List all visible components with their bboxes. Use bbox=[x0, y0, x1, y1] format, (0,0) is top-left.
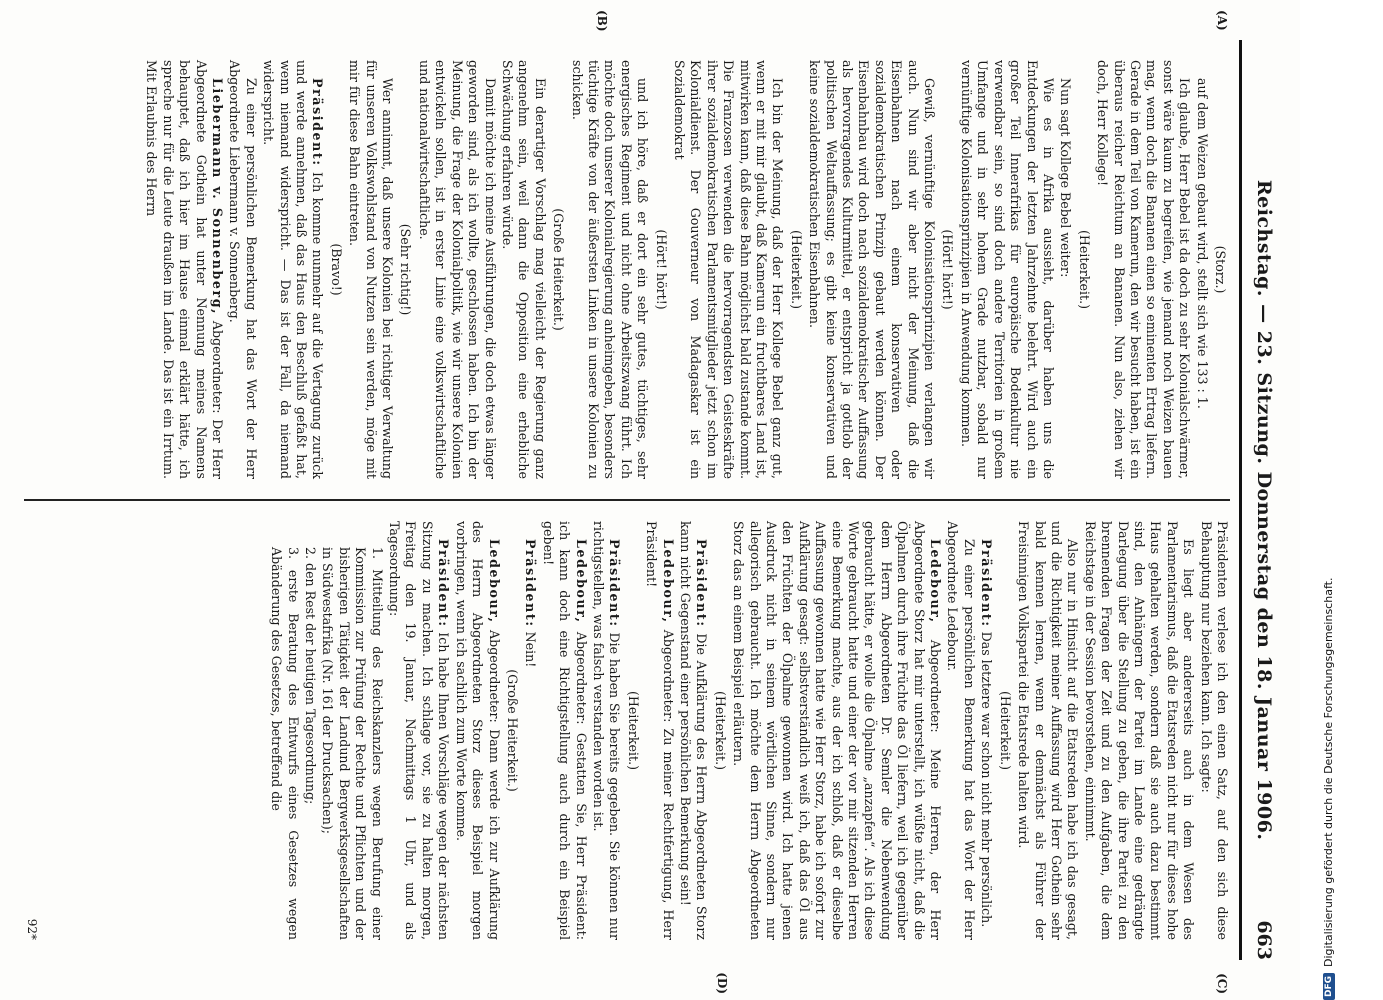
speaker-name: Ledebour, bbox=[928, 539, 944, 624]
paragraph: Präsidenten verlese ich den einen Satz, auf den sich diese Behauptung nur beziehen kann. Ich sagte: bbox=[1198, 521, 1230, 940]
right-column bbox=[24, 501, 1230, 994]
paragraph: Also nur in Hinsicht auf die Etatsreden habe ich das gesagt, und die Richtigkeit meiner Auffassung wird Herr Gothein sehr bald kennen lernen, wenn er demnächst als Führer der Freisinnigen Volkspartei die Etatsrede halten wird. bbox=[1016, 521, 1081, 940]
paragraph: Ledebour, Abgeordneter: Dann werde ich zur Aufklärung des Herrn Abgeordneten Storz dieses Beispiel morgen vorbringen, wenn ich sachlich zum Worte komme. bbox=[453, 521, 502, 940]
stage-direction: (Heiterkeit.) bbox=[1076, 230, 1092, 309]
speaker-name: Ledebour, bbox=[660, 539, 676, 624]
stage-direction: (Hört! hört!) bbox=[940, 229, 956, 310]
funding-credit bbox=[1322, 577, 1335, 1000]
speaker-name: Präsident: bbox=[607, 539, 623, 628]
credit-sidebar bbox=[1300, 0, 1383, 1000]
speaker-name: Liebermann v. Sonnenberg, bbox=[210, 78, 226, 316]
speaker-name: Ledebour, bbox=[486, 539, 502, 624]
margin-marker-b: (B) bbox=[595, 10, 609, 32]
paragraph: Wer annimmt, daß unsere Kolonien bei richtiger Verwaltung für unseren Volkswohlstand von Nutzen sein werden, möge mit mir für diese Bahn eintreten. bbox=[347, 60, 396, 479]
paragraph: Ledebour, Abgeordneter: Meine Herren, der Herr Abgeordnete Storz hat mir unterstellt, ich wüßte nicht, daß die Ölpalmen durch ihre Früchte das Öl liefern, weil ich gegenüber dem Herrn Abgeordneten Dr. Semler die Nebenwendung gebraucht hätte, er wolle die Ölpalme „anzapfen“. Als ich diese Worte gebraucht hatte und einer der vor mir sitzenden Herren eine Bemerkung machte, aus der ich schloß, daß er dieselbe Auffassung gewonnen hatte wie Herr Storz, habe ich sofort zur Aufklärung gesagt: selbstverständlich weiß ich, daß das Öl aus den Früchten der Ölpalme gewonnen wird. Ich hatte jenen Ausdruck nicht in seinem wörtlichen Sinne, sondern nur allegorisch gebraucht. Ich möchte dem Herrn Abgeordneten Storz das an einem Beispiel erläutern. bbox=[731, 521, 944, 940]
speaker-name: Präsident: bbox=[310, 78, 326, 167]
paragraph: Ich bin der Meinung, daß der Herr Kollege Bebel ganz gut, wenn er mit mir glaubt, daß Kamerun ein fruchtbares Land ist, mitwirken kann, daß diese Bahn möglichst bald zustande kommt. Die Franzosen verwenden die hervorragendsten Geisteskräfte ihrer sozialdemokratischen Parlamentsmitglieder jetzt schon im Kolonialdienst. Der Gouverneur von Madagaskar ist ein Sozialdemokrat bbox=[672, 60, 786, 479]
paragraph: Zu einer persönlichen Bemerkung hat das Wort der Herr Abgeordnete Ledebour. bbox=[945, 521, 977, 940]
paragraph: Präsident: Das letztere war schon nicht mehr persönlich. bbox=[979, 539, 995, 928]
margin-marker-a: (A) bbox=[1215, 10, 1229, 31]
speaker-name: Präsident: bbox=[436, 539, 452, 628]
stage-direction: (Große Heiterkeit.) bbox=[504, 669, 520, 792]
quotation: Es liegt aber andererseits auch in dem Wesen des Parlamentarismus, daß die Etatsreden nicht nur für dieses hohe Haus gehalten werden, sondern daß sie auch dazu bestimmt sind, den Anhängern der Partei im Lande eine gedrängte Darlegung über die Stellung zu geben, die ihre Partei zu den brennenden Fragen der Zeit und zu den Aufgaben, die dem Reichstage in der Session bevorstehen, einnimmt. bbox=[1082, 521, 1197, 940]
speaker-name: Ledebour, bbox=[573, 539, 589, 624]
margin-marker-d: (D) bbox=[715, 972, 729, 994]
paragraph: Ledebour, Abgeordneter: Zu meiner Rechtfertigung, Herr Präsident! bbox=[644, 521, 676, 940]
paragraph: Nun sagt Kollege Bebel weiter: bbox=[1058, 78, 1074, 278]
stage-direction: (Große Heiterkeit.) bbox=[551, 208, 567, 331]
paragraph: Gewiß, vernünftige Kolonisationsprinzipien verlangen wir auch. Nun sind wir aber nicht der Meinung, daß die Eisenbahnen nach einem konservativen oder sozialdemokratischen Prinzip gebaut werden können. Der Eisenbahnbau wird doch nach sozialdemokratischer Auffassung als hervorragendes Kulturmittel, er entspricht ja gottlob der politischen Weltauffassung; es gibt keine konservativen und keine sozialdemokratischen Eisenbahnen. bbox=[807, 60, 938, 479]
agenda-item: 3. erste Beratung des Entwurfs eines Gesetzes wegen Abänderung des Gesetzes, betreffend die bbox=[269, 547, 301, 940]
agenda-item: 1. Mitteilung des Reichskanzlers wegen Berufung einer Kommission zur Prüfung der Rechte und Pflichten und der bisherigen Tätigkeit der Landund Bergwerksgesellschaften in Südwestafrika (Nr. 161 der Drucksachen); bbox=[320, 547, 385, 940]
paragraph: Ich glaube, Herr Bebel ist da doch zu sehr Kolonialschwärmer, sonst wäre kaum zu begreifen, wie jemand noch Weizen bauen mag, wenn doch die Bananen einen so eminenten Ertrag liefern. Gerade in dem Teil von Kamerun, den wir besucht haben, ist ein überaus reicher Reichtum an Bananen. Nun also, ziehen wir doch, Herr Kollege! bbox=[1095, 60, 1193, 479]
paragraph: Präsident: Die Aufklärung des Herrn Abgeordneten Storz kann nicht Gegenstand einer persönlichen Bemerkung sein! bbox=[678, 521, 710, 940]
paragraph: auf dem Weizen gebaut wird, stellt sich wie 133 : 1. bbox=[1194, 78, 1210, 409]
stage-direction: (Bravo!) bbox=[328, 243, 344, 296]
speaker-tag: (Storz.) bbox=[1213, 245, 1228, 294]
credit-text: Digitalisierung gefördert durch die Deutsche Forschungsgemeinschaft. bbox=[1322, 577, 1335, 967]
page-header bbox=[1239, 40, 1286, 960]
speaker-name: Präsident: bbox=[523, 539, 539, 628]
paragraph: und ich höre, daß er dort ein sehr gutes, tüchtiges, sehr energisches Regiment und nicht ohne Arbeitszwang führt. Ich möchte doch unserer Kolonialregierung anheimgeben, besonders tüchtige Kräfte von der äußersten Linken in unsere Kolonien zu schicken. bbox=[569, 60, 651, 479]
page-title: Reichstag. — 23. Sitzung. Donnerstag den 18. Januar 1906. bbox=[1253, 179, 1275, 841]
signature-mark: 92* bbox=[25, 918, 40, 940]
speaker-name: Präsident: bbox=[694, 539, 710, 628]
agenda-item: 2. den Rest der heutigen Tagesordnung; bbox=[303, 547, 319, 805]
text-columns bbox=[24, 10, 1230, 994]
page-number: 663 bbox=[1253, 920, 1275, 960]
paragraph: Ein derartiger Vorschlag mag vielleicht der Regierung ganz angenehm sein, weil dann die Opposition eine erhebliche Schwächung erfahren würde. bbox=[499, 60, 548, 479]
stage-direction: (Sehr richtig!) bbox=[398, 223, 414, 316]
margin-marker-c: (C) bbox=[1215, 973, 1229, 994]
stage-direction: (Heiterkeit.) bbox=[788, 230, 804, 309]
stage-direction: (Heiterkeit.) bbox=[997, 691, 1013, 770]
stage-direction: (Heiterkeit.) bbox=[712, 691, 728, 770]
speaker-name: Präsident: bbox=[979, 539, 995, 628]
dfg-logo-icon: DFG bbox=[1323, 973, 1335, 1000]
paragraph: Präsident: Die haben Sie bereits gegeben. Sie können nur richtigstellen, was falsch verstanden worden ist. bbox=[590, 521, 623, 940]
paragraph: Zu einer persönlichen Bemerkung hat das Wort der Herr Abgeordnete Liebermann v. Sonnenberg. bbox=[227, 60, 259, 479]
paragraph: Präsident: Ich komme nunmehr auf die Vertagung zurück und werde annehmen, daß das Haus den Beschluß gefaßt hat, wenn niemand widerspricht. — Das ist der Fall, da niemand widerspricht. bbox=[261, 60, 326, 479]
stage-direction: (Heiterkeit.) bbox=[625, 691, 641, 770]
paragraph: Präsident: Nein! bbox=[523, 539, 539, 668]
paragraph: Ledebour, Abgeordneter: Gestatten Sie, Herr Präsident: ich kann doch eine Richtigstellung auch durch ein Beispiel geben! bbox=[540, 521, 589, 940]
quotation: Wie es in Afrika aussieht, darüber haben uns die Entdeckungen der letzten Jahrzehnte belehrt. Wird auch ein großer Teil Innerafrikas für europäische Bodenkultur nie verwendbar sein, so sind doch andere Territorien in großem Umfange und in sehr hohem Grade nutzbar, sobald nur vernünftige Kolonisationsprinzipien in Anwendung kommen. bbox=[958, 60, 1056, 479]
left-column bbox=[24, 10, 1230, 501]
paragraph: Präsident: Ich habe Ihnen Vorschläge wegen der nächsten Sitzung zu machen. Ich schlage vor, sie zu halten morgen, Freitag den 19. Januar, Nachmittags 1 Uhr, und als Tagesordnung: bbox=[387, 521, 452, 940]
paragraph: Liebermann v. Sonnenberg, Abgeordneter: Der Herr Abgeordnete Gothein hat unter Nennung meines Namens behauptet, daß ich hier im Hause einmal erklärt hätte, ich spreche nur für die Leute draußen im Lande. Das ist ein Irrtum. Mit Erlaubnis des Herrn bbox=[144, 60, 226, 479]
stage-direction: (Hört! hört!) bbox=[653, 229, 669, 310]
paragraph: Damit möchte ich meine Ausführungen, die doch etwas länger geworden sind, als ich wollte, geschlossen haben. Ich bin der Meinung, die Frage der Kolonialpolitik, wie wir unsere Kolonien entwickeln sollen, ist in erster Linie eine volkswirtschaftliche und nationalwirtschaftliche. bbox=[416, 60, 498, 479]
